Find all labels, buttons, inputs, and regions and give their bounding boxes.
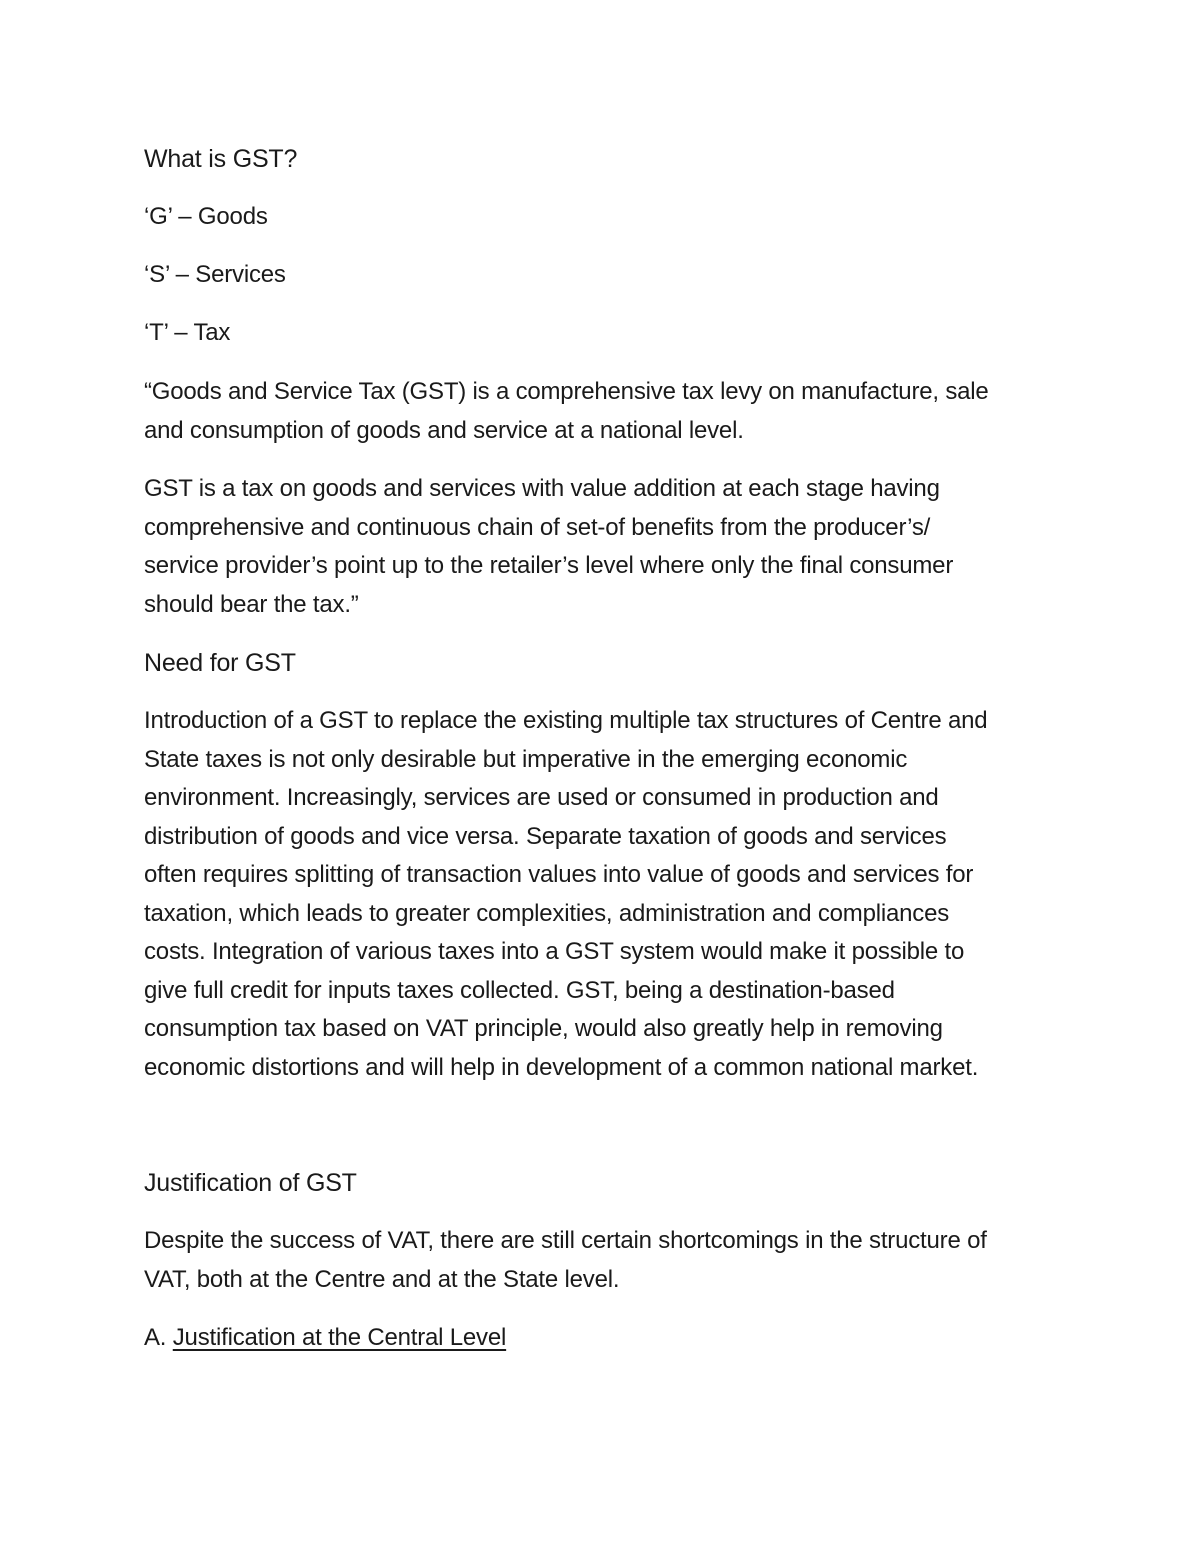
- justification-line: VAT, both at the Centre and at the State level.: [144, 1266, 620, 1293]
- need-line: Introduction of a GST to replace the existing multiple tax structures of Centre and: [144, 707, 988, 734]
- definition-line: and consumption of goods and service at a national level.: [144, 417, 744, 444]
- definition-line: service provider’s point up to the retailer’s level where only the final consumer: [144, 552, 954, 579]
- need-line: environment. Increasingly, services are used or consumed in production and: [144, 784, 939, 811]
- page-title: What is GST?: [144, 145, 298, 173]
- definition-line: GST is a tax on goods and services with value addition at each stage having: [144, 475, 940, 502]
- definition-line: should bear the tax.”: [144, 591, 359, 618]
- need-line: distribution of goods and vice versa. Separate taxation of goods and services: [144, 823, 947, 850]
- need-line: State taxes is not only desirable but imperative in the emerging economic: [144, 746, 908, 773]
- acronym-line-g: ‘G’ – Goods: [144, 203, 268, 230]
- need-line: give full credit for inputs taxes collected. GST, being a destination-based: [144, 977, 895, 1004]
- need-line: taxation, which leads to greater complexities, administration and compliances: [144, 900, 950, 927]
- need-line: economic distortions and will help in development of a common national market.: [144, 1054, 979, 1081]
- need-heading: Need for GST: [144, 649, 296, 677]
- subheading-underlined-text: Justification at the Central Level: [172, 1324, 507, 1351]
- definition-line: comprehensive and continuous chain of set-of benefits from the producer’s/: [144, 514, 931, 541]
- central-level-subheading: [144, 1319, 506, 1357]
- justification-line: Despite the success of VAT, there are still certain shortcomings in the structure of: [144, 1227, 987, 1254]
- need-line: consumption tax based on VAT principle, would also greatly help in removing: [144, 1015, 943, 1042]
- need-line: often requires splitting of transaction values into value of goods and services for: [144, 861, 974, 888]
- acronym-line-s: ‘S’ – Services: [144, 261, 286, 288]
- need-line: costs. Integration of various taxes into a GST system would make it possible to: [144, 938, 965, 965]
- acronym-line-t: ‘T’ – Tax: [144, 319, 231, 346]
- justification-heading: Justification of GST: [144, 1169, 357, 1197]
- definition-line: “Goods and Service Tax (GST) is a comprehensive tax levy on manufacture, sale: [144, 378, 989, 405]
- subheading-prefix: A.: [144, 1324, 173, 1351]
